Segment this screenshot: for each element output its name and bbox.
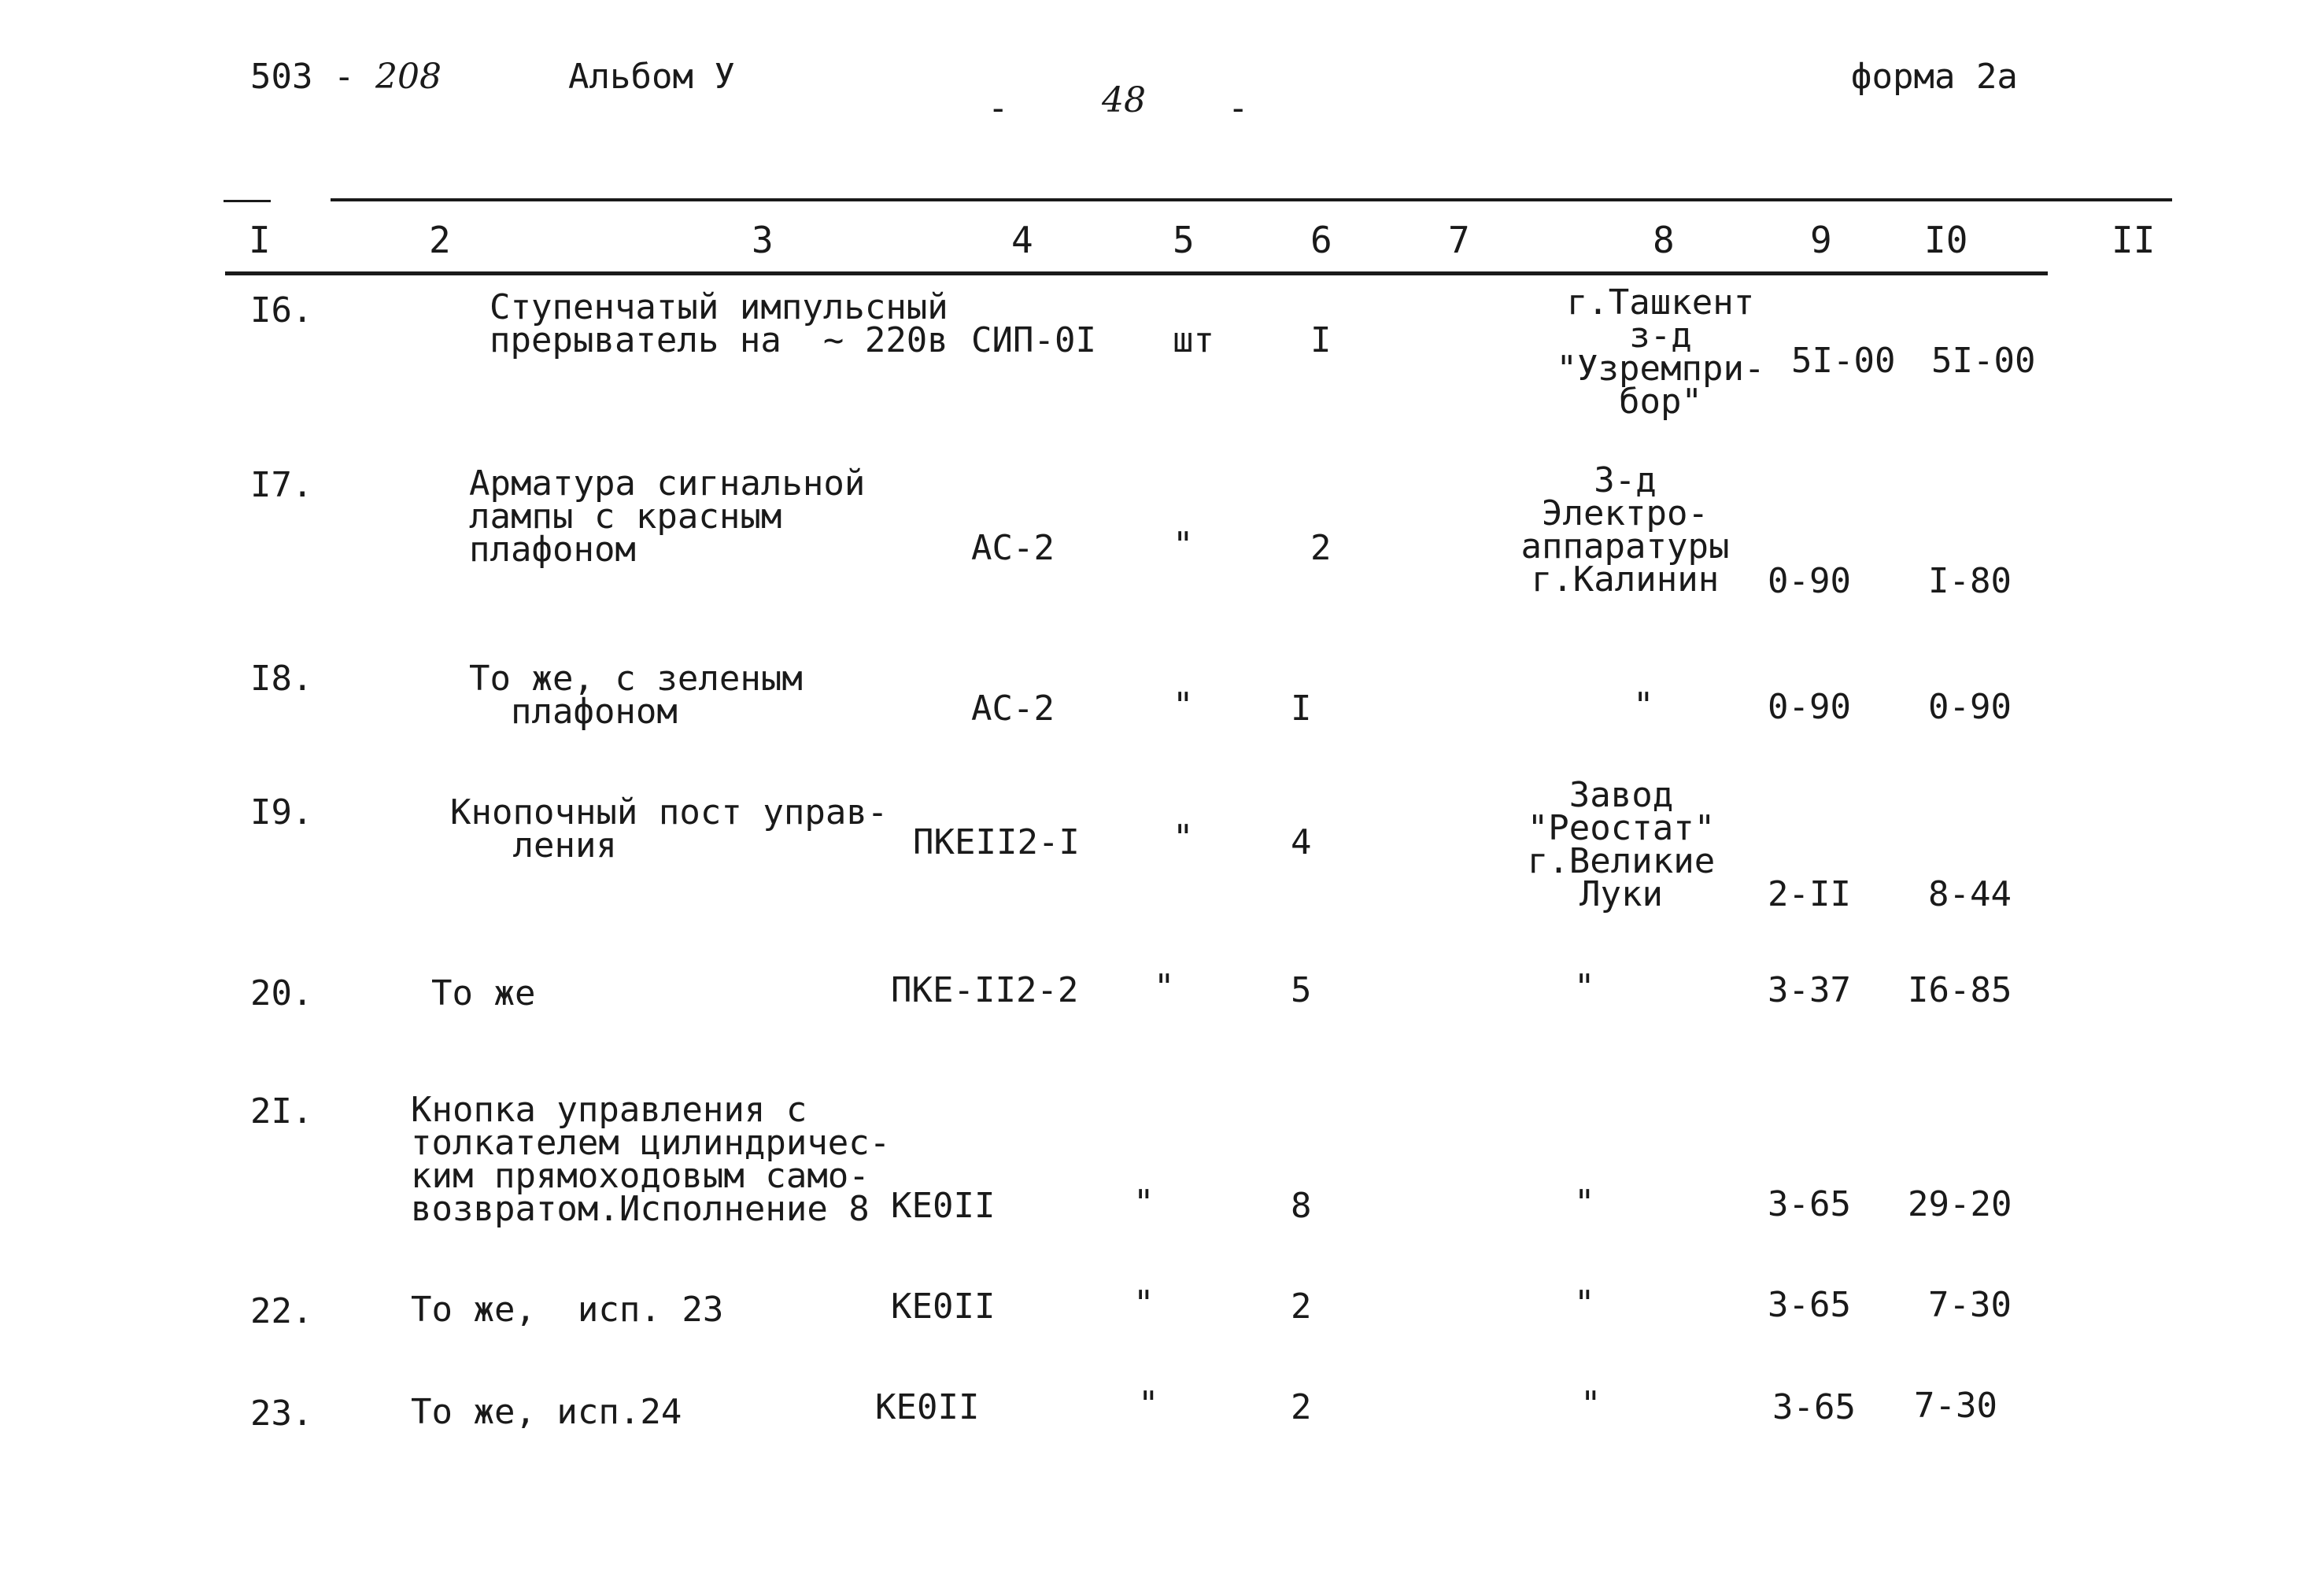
item-type: АС-2 bbox=[971, 688, 1055, 729]
row-number: 20. bbox=[250, 973, 313, 1013]
item-unit: шт bbox=[1173, 320, 1214, 360]
col-num-3: 3 bbox=[752, 219, 774, 261]
item-type: КЕ0II bbox=[875, 1387, 980, 1427]
item-unit: " bbox=[1154, 967, 1175, 1007]
item-sum: I6-85 bbox=[1908, 970, 2012, 1010]
item-name: Арматура сигнальной лампы с красным плафоном bbox=[469, 463, 866, 570]
item-name: Кнопочный пост управ- ления bbox=[450, 792, 889, 866]
item-price: 5I-00 bbox=[1791, 341, 1896, 381]
item-maker: " bbox=[1574, 1183, 1595, 1223]
item-maker: " bbox=[1574, 1283, 1595, 1323]
item-maker: " bbox=[1633, 685, 1654, 725]
item-type: КЕ0II bbox=[891, 1186, 996, 1226]
doc-number-handwritten: 208 bbox=[375, 57, 442, 97]
item-sum: I-80 bbox=[1928, 561, 2012, 601]
page-dash-right: - bbox=[1228, 88, 1249, 128]
page-number: 48 bbox=[1102, 80, 1146, 120]
top-rule-segment bbox=[224, 200, 271, 202]
row-number: I6. bbox=[250, 290, 313, 330]
item-qty: I bbox=[1291, 688, 1312, 729]
item-maker bbox=[1527, 282, 1794, 422]
item-type: АС-2 bbox=[971, 528, 1055, 568]
item-price: 2-II bbox=[1768, 874, 1851, 914]
row-number: I7. bbox=[250, 465, 313, 505]
item-name: Кнопка управления с толкателем цилиндричес- ким прямоходовым само- возвратом.Исполнение 8 bbox=[411, 1090, 891, 1229]
item-unit: " bbox=[1173, 818, 1194, 858]
item-maker-text: З-д Электро- аппаратуры г.Калинин bbox=[1520, 460, 1730, 600]
item-price: 3-65 bbox=[1772, 1387, 1856, 1427]
col-num-4: 4 bbox=[1011, 219, 1033, 261]
col-num-6: 6 bbox=[1310, 219, 1332, 261]
item-price: 3-65 bbox=[1768, 1184, 1851, 1224]
item-qty: 4 bbox=[1291, 822, 1312, 862]
item-maker bbox=[1503, 775, 1739, 914]
form-label: форма 2а bbox=[1851, 57, 2018, 97]
item-sum: 7-30 bbox=[1928, 1285, 2012, 1325]
item-type: ПКЕII2-I bbox=[913, 822, 1080, 862]
item-qty: 2 bbox=[1310, 528, 1332, 568]
row-number: 23. bbox=[250, 1394, 313, 1434]
item-qty: 2 bbox=[1291, 1287, 1312, 1327]
item-sum: 7-30 bbox=[1914, 1386, 1997, 1426]
row-number: 2I. bbox=[250, 1091, 313, 1131]
col-num-5: 5 bbox=[1173, 219, 1195, 261]
item-sum: 8-44 bbox=[1928, 874, 2012, 914]
row-number: I9. bbox=[250, 792, 313, 832]
item-type: ПКЕ-II2-2 bbox=[891, 970, 1079, 1010]
item-sum: 29-20 bbox=[1908, 1184, 2012, 1224]
item-name: То же bbox=[431, 973, 536, 1013]
item-price: 0-90 bbox=[1768, 687, 1851, 727]
item-maker: " bbox=[1574, 967, 1595, 1007]
item-price: 3-65 bbox=[1768, 1285, 1851, 1325]
row-number: 22. bbox=[250, 1291, 313, 1331]
item-name: То же, исп. 23 bbox=[411, 1290, 724, 1330]
item-unit: " bbox=[1173, 525, 1194, 565]
item-unit: " bbox=[1133, 1183, 1155, 1223]
top-rule bbox=[331, 198, 2172, 201]
doc-number bbox=[250, 57, 442, 97]
item-maker-text: г.Ташкент з-д "Узремпри- бор" bbox=[1556, 282, 1765, 422]
item-qty: 8 bbox=[1291, 1186, 1312, 1226]
col-num-11: II bbox=[2112, 219, 2156, 261]
item-sum: 5I-00 bbox=[1931, 341, 2036, 381]
col-num-9: 9 bbox=[1810, 219, 1832, 261]
page-dash-left: - bbox=[988, 88, 1009, 128]
item-name: То же, с зеленым плафоном bbox=[469, 659, 803, 732]
item-maker: " bbox=[1580, 1384, 1602, 1424]
item-unit: " bbox=[1173, 685, 1194, 725]
col-num-1: I bbox=[249, 219, 271, 261]
item-unit: " bbox=[1138, 1384, 1159, 1424]
item-qty: I bbox=[1310, 320, 1332, 360]
doc-number-prefix: 503 - bbox=[250, 57, 355, 97]
row-number: I8. bbox=[250, 659, 313, 699]
col-num-8: 8 bbox=[1653, 219, 1675, 261]
item-maker bbox=[1495, 460, 1755, 600]
item-sum: 0-90 bbox=[1928, 687, 2012, 727]
item-unit: " bbox=[1133, 1283, 1155, 1323]
item-qty: 5 bbox=[1291, 970, 1312, 1010]
item-name: То же, исп.24 bbox=[411, 1392, 682, 1432]
item-type: КЕ0II bbox=[891, 1287, 996, 1327]
item-maker-text: Завод "Реостат" г.Великие Луки bbox=[1527, 775, 1716, 914]
col-num-2: 2 bbox=[429, 219, 451, 261]
album-label: Альбом У bbox=[568, 57, 735, 97]
item-name: Ступенчатый импульсный прерыватель на ~ 220в bbox=[490, 287, 948, 360]
col-num-10: I0 bbox=[1924, 219, 1968, 261]
item-price: 0-90 bbox=[1768, 561, 1851, 601]
item-type: СИП-0I bbox=[971, 320, 1096, 360]
col-num-7: 7 bbox=[1448, 219, 1470, 261]
item-price: 3-37 bbox=[1768, 970, 1851, 1010]
header-bottom-rule bbox=[225, 271, 2048, 275]
item-qty: 2 bbox=[1291, 1387, 1312, 1427]
